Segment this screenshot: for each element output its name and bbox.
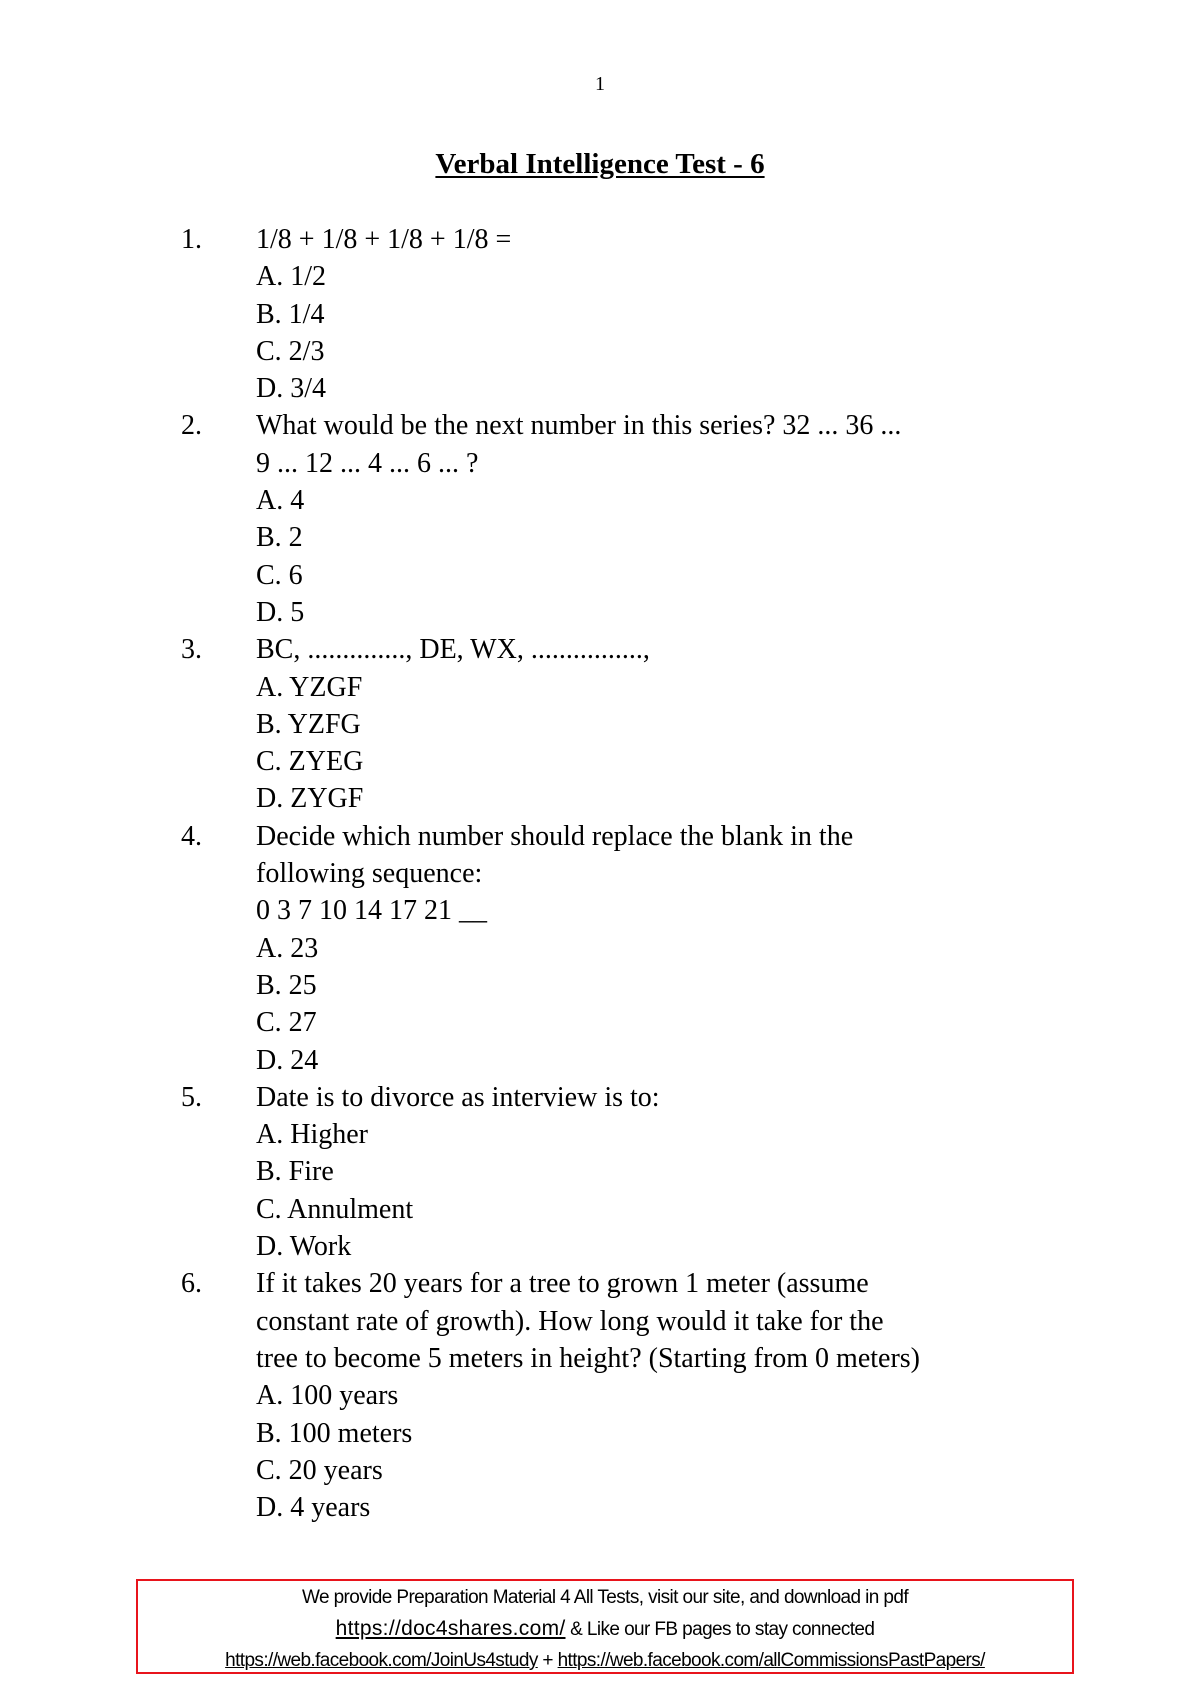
question-number: 4. <box>181 820 202 852</box>
answer-option: D. Work <box>256 1231 352 1263</box>
page-number: 1 <box>595 73 605 95</box>
answer-option: B. Fire <box>256 1156 334 1188</box>
answer-option: C. 20 years <box>256 1454 383 1486</box>
question-item <box>0 818 1200 1079</box>
question-item <box>0 631 1200 817</box>
question-list <box>0 221 1200 1526</box>
facebook-link-allcommissions[interactable]: https://web.facebook.com/allCommissionsPastPapers/ <box>557 1650 985 1671</box>
question-text: constant rate of growth). How long would it take for the <box>256 1305 884 1337</box>
answer-option: C. 6 <box>256 559 303 591</box>
question-body <box>256 818 1036 1079</box>
answer-option: C. Annulment <box>256 1193 414 1225</box>
question-item <box>0 407 1200 631</box>
question-body <box>256 1079 1036 1265</box>
footer-line-2-suffix: & Like our FB pages to stay connected <box>565 1619 875 1640</box>
answer-option: A. 23 <box>256 932 319 964</box>
answer-option: D. 5 <box>256 596 305 628</box>
answer-option: B. 1/4 <box>256 298 325 330</box>
answer-option: C. ZYEG <box>256 746 364 778</box>
answer-option: A. 100 years <box>256 1380 399 1412</box>
question-text: 1/8 + 1/8 + 1/8 + 1/8 = <box>256 224 512 255</box>
question-text: 9 ... 12 ... 4 ... 6 ... ? <box>256 447 479 479</box>
question-text: Decide which number should replace the blank in the <box>256 820 854 852</box>
question-body <box>256 631 1036 817</box>
answer-option: D. 3/4 <box>256 373 326 405</box>
question-text: What would be the next number in this series? 32 ... 36 ... <box>256 410 902 442</box>
footer-banner <box>136 1579 1074 1674</box>
answer-option: D. 4 years <box>256 1492 371 1524</box>
page-title: Verbal Intelligence Test - 6 <box>435 148 765 180</box>
facebook-link-joinus4study[interactable]: https://web.facebook.com/JoinUs4study <box>225 1650 538 1671</box>
question-number: 6. <box>181 1268 202 1300</box>
question-text: Date is to divorce as interview is to: <box>256 1081 660 1113</box>
question-text: tree to become 5 meters in height? (Starting from 0 meters) <box>256 1342 921 1374</box>
question-item <box>0 221 1200 407</box>
question-text: BC, .............., DE, WX, ................, <box>256 634 650 666</box>
question-item <box>0 1079 1200 1265</box>
question-text: If it takes 20 years for a tree to grown 1 meter (assume <box>256 1268 869 1300</box>
question-text: following sequence: <box>256 858 483 890</box>
question-body <box>256 407 1036 631</box>
question-number: 3. <box>181 634 202 666</box>
question-text: 0 3 7 10 14 17 21 __ <box>256 895 487 927</box>
answer-option: D. ZYGF <box>256 783 364 815</box>
answer-option: B. 100 meters <box>256 1417 413 1449</box>
site-link[interactable]: https://doc4shares.com/ <box>335 1617 566 1640</box>
question-body <box>256 1265 1036 1526</box>
answer-option: A. Higher <box>256 1119 368 1151</box>
question-number: 2. <box>181 410 202 442</box>
answer-option: D. 24 <box>256 1044 319 1076</box>
footer-line-2 <box>138 1613 1072 1645</box>
question-item <box>0 1265 1200 1526</box>
question-body <box>256 221 1036 407</box>
answer-option: B. 25 <box>256 969 317 1001</box>
answer-option: A. 1/2 <box>256 261 326 293</box>
answer-option: A. YZGF <box>256 671 363 703</box>
question-number: 5. <box>181 1081 202 1113</box>
question-number: 1. <box>181 224 202 255</box>
answer-option: B. YZFG <box>256 708 361 740</box>
answer-option: C. 2/3 <box>256 335 325 367</box>
answer-option: B. 2 <box>256 522 303 554</box>
answer-option: A. 4 <box>256 485 305 517</box>
link-separator: + <box>537 1650 558 1671</box>
answer-option: C. 27 <box>256 1007 317 1039</box>
footer-line-3 <box>138 1645 1072 1676</box>
footer-line-1: We provide Preparation Material 4 All Tests, visit our site, and download in pdf <box>301 1587 909 1608</box>
